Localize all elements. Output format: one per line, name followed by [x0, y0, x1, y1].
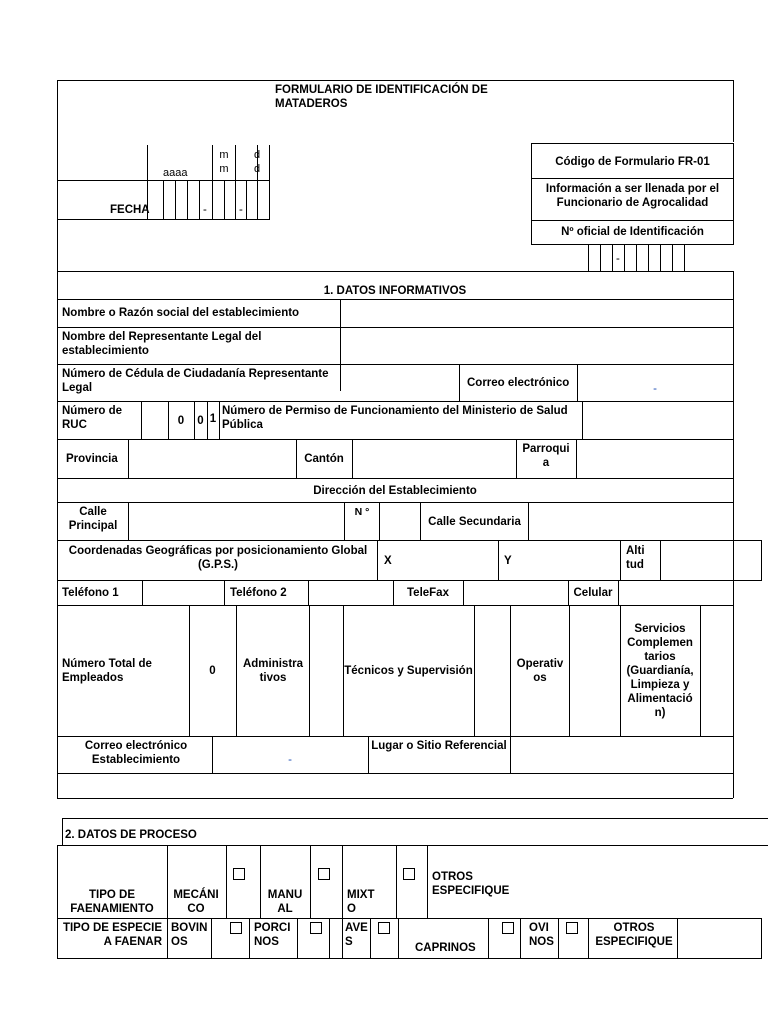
s2-col-427 [427, 845, 428, 918]
province-label: Provincia [66, 453, 118, 465]
admin-label: Administra tivos [242, 658, 304, 684]
s1-col-368 [368, 736, 369, 773]
employees-label: Número Total de Empleados [62, 658, 152, 684]
business-name-label: Nombre o Razón social del establecimiento [62, 307, 300, 319]
phone2-field[interactable] [309, 581, 393, 605]
phone2-label: Teléfono 2 [230, 587, 287, 599]
other2-field[interactable] [678, 919, 762, 958]
poultry-checkbox[interactable] [378, 922, 390, 934]
mechanical-label: MECÁNI CO [173, 889, 219, 915]
sec1-left-edge [57, 271, 58, 798]
manual-checkbox[interactable] [318, 868, 330, 880]
s1-line-l [57, 773, 733, 774]
date-year-label: aaaa [163, 167, 188, 179]
porcine-label: PORCI NOS [254, 922, 291, 948]
official-id-label: Nº oficial de Identificación [561, 226, 704, 238]
s2-col-396 [396, 845, 397, 918]
operative-label: Operativ os [516, 658, 564, 684]
services-label: Servicios Complemen tarios (Guardianía, Limpieza y Alimentació n) [626, 623, 694, 719]
s1-line-m [57, 798, 733, 799]
s1-col-219 [219, 401, 220, 439]
s2-col-398 [398, 918, 399, 958]
mobile-field[interactable] [619, 581, 733, 605]
address-title: Dirección del Establecimiento [313, 485, 477, 497]
official-id-dash: - [616, 253, 620, 265]
section1-title: 1. DATOS INFORMATIVOS [323, 285, 467, 297]
s1-col-498 [498, 540, 499, 580]
agro-divider-1 [531, 178, 734, 179]
ruc-label: Número de RUC [62, 405, 123, 431]
main-street-label: Calle Principal [68, 506, 118, 532]
form-code: Código de Formulario FR-01 [555, 156, 710, 168]
email-value[interactable]: - [653, 383, 657, 395]
s1-col-516 [516, 439, 517, 478]
ruc-digit-1[interactable]: 0 [177, 415, 185, 427]
mixed-checkbox[interactable] [403, 868, 415, 880]
date-month-label: m m [219, 149, 229, 175]
s2-col-310 [310, 845, 311, 918]
technical-label: Técnicos y Supervisión [344, 665, 473, 677]
health-permit-field[interactable] [583, 402, 733, 439]
header-right-edge [733, 80, 734, 142]
technical-field[interactable] [475, 606, 510, 736]
health-permit-label: Número de Permiso de Funcionamiento del Ministerio de Salud Pública [222, 405, 568, 431]
secondary-street-label: Calle Secundaria [428, 515, 521, 528]
gps-y-label: Y [504, 554, 512, 567]
admin-field[interactable] [310, 606, 343, 736]
date-dash-1: - [203, 204, 207, 216]
date-dash-2: - [239, 204, 243, 216]
s1-col-510 [510, 605, 511, 736]
province-field[interactable] [129, 440, 296, 478]
legal-rep-field[interactable] [341, 328, 733, 364]
date-bottom-line [57, 219, 270, 220]
est-email-value[interactable]: - [288, 754, 292, 766]
gps-y-field[interactable] [520, 541, 618, 580]
gps-x-label: X [384, 554, 392, 567]
s1-col-141 [141, 401, 142, 439]
s2-col-260 [260, 845, 261, 918]
s2-line-b [57, 918, 762, 919]
mixed-label: MIXT O [347, 889, 375, 915]
s2-col-211 [211, 918, 212, 958]
sec1-right-edge [733, 271, 734, 798]
porcine-checkbox[interactable] [310, 922, 322, 934]
ruc-digit-2[interactable]: 0 [197, 415, 204, 427]
s1-col-377 [377, 540, 378, 580]
s2-col-249 [249, 918, 250, 958]
parish-field[interactable] [577, 440, 733, 478]
est-email-label: Correo electrónico Establecimiento [84, 740, 188, 766]
s2-col-520 [520, 918, 521, 958]
parish-label: Parroqui a [522, 443, 570, 469]
agro-divider-2 [531, 220, 734, 221]
s2-col-588 [588, 918, 589, 958]
phone1-field[interactable] [143, 581, 224, 605]
s2-bottom-line [57, 958, 762, 959]
s2-col-761 [761, 918, 762, 958]
s2-title-left [62, 818, 63, 846]
s1-col-344 [344, 502, 345, 540]
email-label: Correo electrónico [467, 377, 570, 389]
ruc-digit-3[interactable]: 1 [209, 413, 217, 425]
canton-label: Cantón [304, 453, 344, 465]
s2-col-226 [226, 845, 227, 918]
gps-label: Coordenadas Geográficas por posicionamiento Global (G.P.S.) [68, 545, 368, 571]
s2-col-297 [297, 918, 298, 958]
date-day-label: d d [253, 149, 261, 175]
s2-col-558 [558, 918, 559, 958]
date-divider [57, 180, 270, 181]
services-field[interactable] [701, 606, 733, 736]
header-bottom-line [57, 271, 733, 272]
bovine-label: BOVIN OS [171, 922, 208, 948]
other1-label: OTROS ESPECIFIQUE [432, 871, 510, 897]
number-field[interactable] [380, 503, 420, 540]
s1-col-459 [459, 364, 460, 401]
s2-col-370 [370, 918, 371, 958]
s1-col-761 [761, 540, 762, 580]
poultry-label: AVE S [345, 922, 368, 948]
mobile-label: Celular [573, 587, 613, 599]
s1-col-620b [620, 605, 621, 736]
species-type-label: TIPO DE ESPECIE A FAENAR [62, 922, 162, 948]
info-note: Información a ser llenada por el Funcionario de Agrocalidad [545, 183, 720, 209]
s2-col-342 [342, 845, 343, 958]
other2-label: OTROS ESPECIFIQUE [595, 922, 673, 948]
s1-col-224 [224, 580, 225, 605]
sheep-checkbox[interactable] [566, 922, 578, 934]
reference-label: Lugar o Sitio Referencial [371, 740, 507, 752]
manual-label: MANU AL [267, 889, 303, 915]
operative-field[interactable] [570, 606, 620, 736]
s2-line-a [57, 845, 768, 846]
form-title: FORMULARIO DE IDENTIFICACIÓN DE MATADEROS [275, 84, 488, 110]
official-id-grid[interactable] [588, 245, 685, 271]
business-name-field[interactable] [341, 300, 733, 327]
legal-rep-label: Nombre del Representante Legal del establecimiento [62, 331, 262, 357]
phone1-label: Teléfono 1 [62, 587, 119, 599]
slaughter-type-label: TIPO DE FAENAMIENTO [70, 889, 154, 915]
s1-col-236 [236, 605, 237, 736]
altitude-field[interactable] [661, 541, 761, 580]
s1-line-f [57, 478, 733, 479]
mechanical-checkbox[interactable] [233, 868, 245, 880]
id-number-label: Número de Cédula de Ciudadanía Representante Legal [62, 368, 329, 394]
sheep-label: OVI NOS [529, 922, 554, 948]
telefax-label: TeleFax [407, 587, 449, 599]
fecha-label[interactable]: FECHA [110, 204, 150, 216]
goats-checkbox[interactable] [502, 922, 514, 934]
s2-col-329 [329, 918, 330, 958]
altitude-label: Alti tud [626, 545, 645, 571]
canton-field[interactable] [353, 440, 516, 478]
reference-field[interactable] [511, 737, 733, 773]
main-street-field[interactable] [129, 503, 344, 540]
s2-top-line [62, 818, 768, 819]
gps-x-field[interactable] [400, 541, 498, 580]
section2-title: 2. DATOS DE PROCESO [65, 829, 197, 841]
employees-value[interactable]: 0 [209, 665, 216, 677]
s1-col-620 [620, 540, 621, 580]
bovine-checkbox[interactable] [230, 922, 242, 934]
secondary-street-field[interactable] [529, 503, 733, 540]
telefax-field[interactable] [464, 581, 568, 605]
goats-label: CAPRINOS [415, 942, 476, 954]
s2-col-488 [488, 918, 489, 958]
number-label: N ° [354, 506, 370, 518]
id-number-field[interactable] [341, 365, 459, 401]
